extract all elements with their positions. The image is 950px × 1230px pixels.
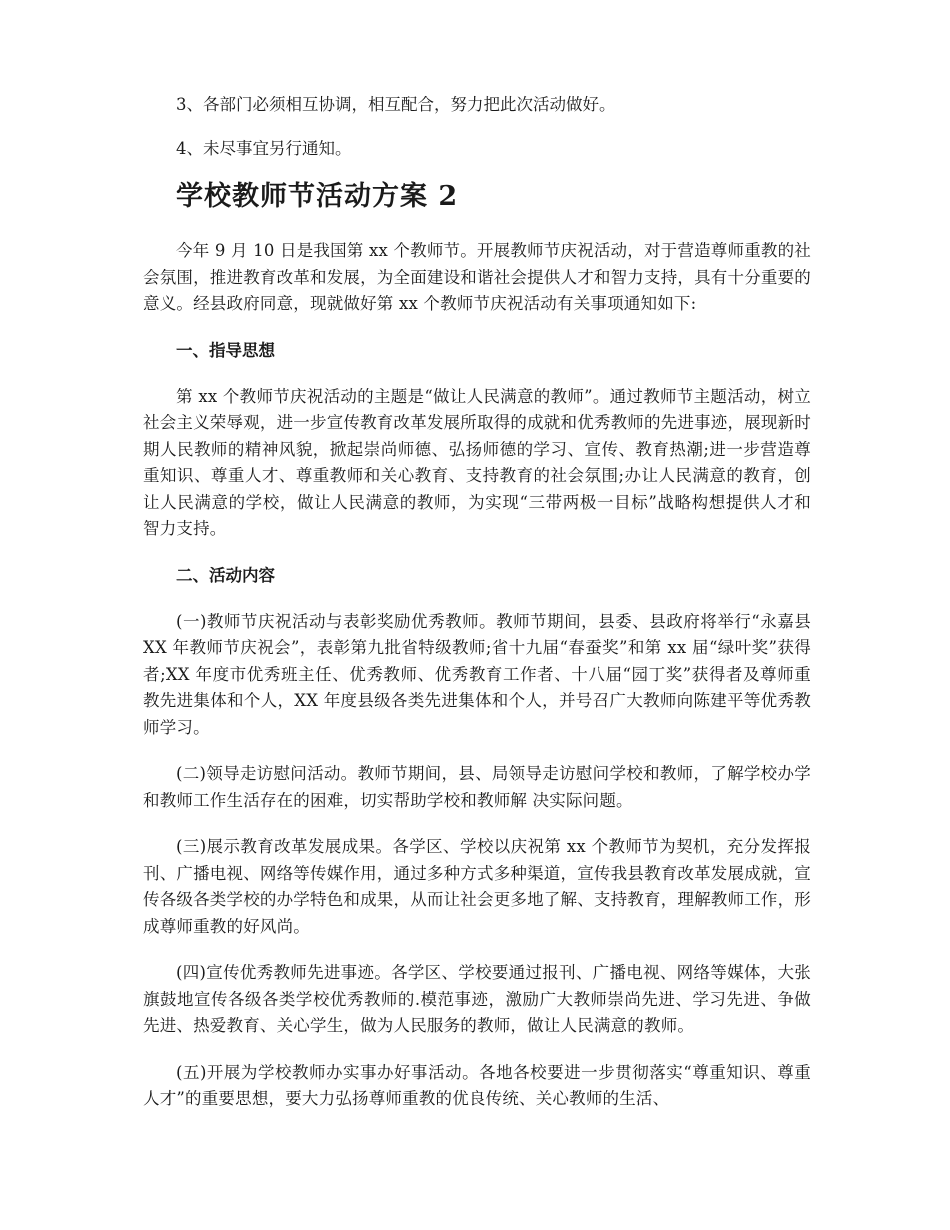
section-heading-activity-content: 二、活动内容 (176, 565, 275, 585)
list-item: 4、未尽事宜另行通知。 (176, 139, 352, 158)
section-paragraph: (四)宣传优秀教师先进事迹。各学区、学校要通过报刊、广播电视、网络等媒体，大张旗鼓地宣传各级各类学校优秀教师的.模范事迹，激励广大教师崇尚先进、学习先进、争做先进、热爱教育、关心学生，做为人民服务的教师，做让人民满意的教师。 (143, 963, 811, 1035)
section-paragraph: (一)教师节庆祝活动与表彰奖励优秀教师。教师节期间，县委、县政府将举行“永嘉县 XX 年教师节庆祝会”，表彰第九批省特级教师;省十九届“春蚕奖”和第 xx 届“绿叶奖”获得者;XX 年度市优秀班主任、优秀教师、优秀教育工作者、十八届“园丁奖”获得者及尊师重教先进集体和个人，XX 年度县级各类先进集体和个人，并号召广大教师向陈建平等优秀教师学习。 (143, 611, 811, 737)
document-title: 学校教师节活动方案 2 (176, 181, 459, 212)
section-paragraph: (二)领导走访慰问活动。教师节期间，县、局领导走访慰问学校和教师，了解学校办学和教师工作生活存在的困难，切实帮助学校和教师解 决实际问题。 (143, 764, 811, 810)
section-paragraph: 第 xx 个教师节庆祝活动的主题是“做让人民满意的教师”。通过教师节主题活动，树立社会主义荣辱观，进一步宣传教育改革发展所取得的成就和优秀教师的先进事迹，展现新时期人民教师的精神风貌，掀起崇尚师德、弘扬师德的学习、宣传、教育热潮;进一步营造尊重知识、尊重人才、尊重教师和关心教育、支持教育的社会氛围;办让人民满意的教育，创让人民满意的学校，做让人民满意的教师，为实现“三带两极一目标”战略构想提供人才和智力支持。 (143, 386, 811, 538)
list-item: 3、各部门必须相互协调，相互配合，努力把此次活动做好。 (176, 95, 616, 114)
section-paragraph: (五)开展为学校教师办实事办好事活动。各地各校要进一步贯彻落实“尊重知识、尊重人才”的重要思想，要大力弘扬尊师重教的优良传统、关心教师的生活、 (143, 1062, 811, 1108)
section-paragraph: (三)展示教育改革发展成果。各学区、学校以庆祝第 xx 个教师节为契机，充分发挥报刊、广播电视、网络等传媒作用，通过多种方式多种渠道，宣传我县教育改革发展成就，宣传各级各类学校的办学特色和成果，从而让社会更多地了解、支持教育，理解教师工作，形成尊师重教的好风尚。 (143, 837, 811, 936)
intro-paragraph: 今年 9 月 10 日是我国第 xx 个教师节。开展教师节庆祝活动，对于营造尊师重教的社会氛围，推进教育改革和发展，为全面建设和谐社会提供人才和智力支持，具有十分重要的意义。经县政府同意，现就做好第 xx 个教师节庆祝活动有关事项通知如下: (143, 241, 811, 313)
document-page (143, 92, 811, 1133)
section-heading-guiding-ideology: 一、指导思想 (176, 340, 275, 360)
